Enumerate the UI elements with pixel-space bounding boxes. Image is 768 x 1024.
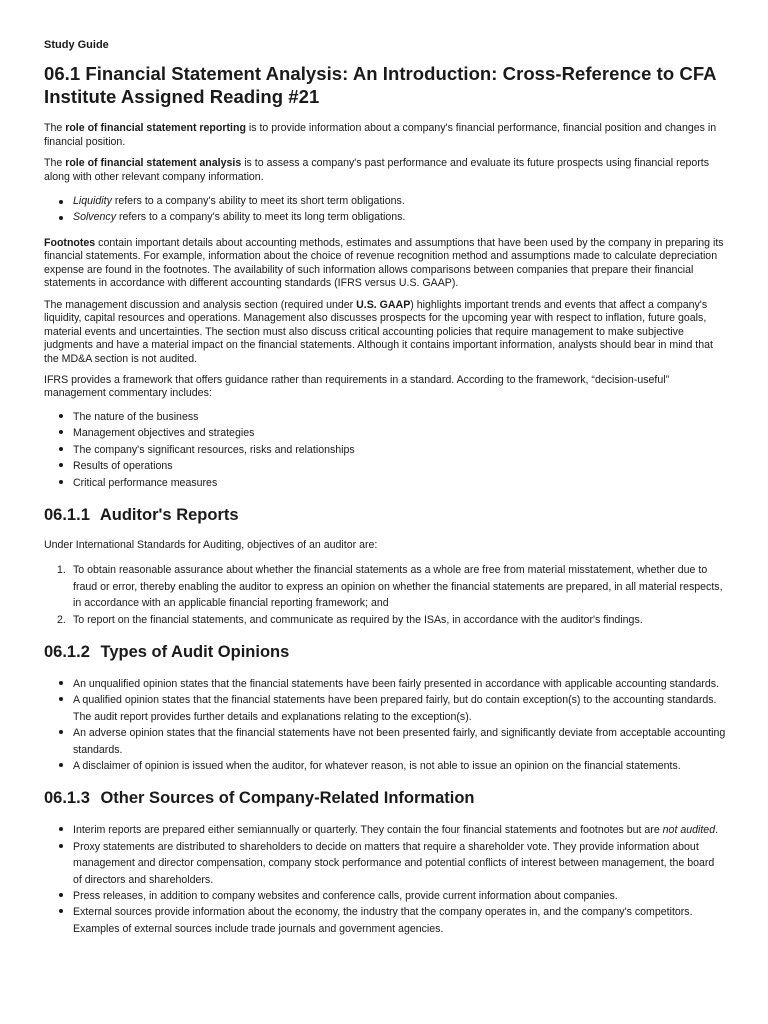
list-item: A disclaimer of opinion is issued when the auditor, for whatever reason, is not able to issue an opinion on the financial statements. — [57, 758, 726, 774]
paragraph-reporting-role: The role of financial statement reporting is to provide information about a company's financial performance, financial position and changes in financial position. — [44, 122, 717, 148]
list-item: A qualified opinion states that the financial statements have been prepared fairly, but do contain exception(s) to the accounting standards. The audit report provides further details and explanations relating to the exception(s). — [57, 692, 726, 725]
list-item: Management objectives and strategies — [57, 425, 726, 441]
section-heading-other-sources: 06.1.3 Other Sources of Company-Related Information — [44, 789, 475, 808]
list-item: An adverse opinion states that the financial statements have not been presented fairly, and significantly deviate from acceptable accounting standards. — [57, 725, 726, 758]
paragraph-footnotes: Footnotes contain important details about accounting methods, estimates and assumptions that have been used by the company in preparing its financial statements. For example, information about the choice of revenue recognition method and assumptions made to calculate depreciation expense are found in the footnotes. The availability of such information allows comparisons between companies that prepare their financial statements in accordance with different accounting standards (IFRS versus U.S. GAAP). — [44, 236, 724, 290]
commentary-list — [57, 409, 726, 491]
page-title: 06.1 Financial Statement Analysis: An Introduction: Cross-Reference to CFA Institute Assigned Reading #21 — [44, 62, 716, 108]
list-item: Results of operations — [57, 458, 726, 474]
paragraph-analysis-role: The role of financial statement analysis is to assess a company's past performance and evaluate its future prospects using financial reports along with other relevant company information. — [44, 157, 710, 183]
list-item-solvency: Solvency refers to a company's ability to meet its long term obligations. — [57, 211, 726, 224]
other-sources-list — [57, 822, 726, 937]
paragraph-auditor-objectives: Under International Standards for Auditing, objectives of an auditor are: — [44, 538, 378, 551]
list-item: 1. To obtain reasonable assurance about whether the financial statements as a whole are free from material misstatement, whether due to fraud or error, thereby enabling the auditor to express an opinion on whether the financial statements are prepared, in all material respects, in accordance with an applicable financial reporting framework; and — [57, 564, 723, 610]
paragraph-ifrs: IFRS provides a framework that offers guidance rather than requirements in a standard. According to the framework, “decision-useful” management commentary includes: — [44, 374, 670, 400]
list-item: 2. To report on the financial statements, and communicate as required by the ISAs, in accordance with the auditor's findings. — [57, 613, 643, 626]
document-label: Study Guide — [44, 39, 109, 51]
list-item: External sources provide information about the economy, the industry that the company operates in, and the company's competitors. Examples of external sources include trade journals and government agencies. — [57, 904, 726, 937]
list-item: Critical performance measures — [57, 475, 726, 491]
ratio-definitions-list — [57, 195, 726, 225]
section-heading-auditors-reports: 06.1.1 Auditor's Reports — [44, 505, 239, 524]
list-item-liquidity: Liquidity refers to a company's ability to meet its short term obligations. — [57, 195, 726, 208]
list-item: Interim reports are prepared either semiannually or quarterly. They contain the four financial statements and footnotes but are not audited. — [57, 822, 726, 838]
audit-opinions-list — [57, 676, 726, 774]
section-heading-audit-opinions: 06.1.2 Types of Audit Opinions — [44, 642, 290, 661]
paragraph-mda: The management discussion and analysis section (required under U.S. GAAP) highlights important trends and events that affect a company's liquidity, capital resources and operations. Management also discusses prospects for the upcoming year with respect to inflation, future goals, material events and uncertainties. The section must also discuss critical accounting policies that require management to make subjective judgments and have a material impact on the financial statements. Although it contains important information, analysts should bear in mind that the MD&A section is not audited. — [44, 298, 713, 365]
list-item: Proxy statements are distributed to shareholders to decide on matters that require a shareholder vote. They provide information about management and director compensation, company stock performance and potential conflicts of interest between management, the board of directors and shareholders. — [57, 839, 726, 888]
auditor-objectives-list — [57, 562, 726, 628]
list-item: Press releases, in addition to company websites and conference calls, provide current information about companies. — [57, 888, 726, 904]
list-item: The nature of the business — [57, 409, 726, 425]
list-item: The company's significant resources, risks and relationships — [57, 442, 726, 458]
list-item: An unqualified opinion states that the financial statements have been fairly presented in accordance with applicable accounting standards. — [57, 676, 726, 692]
